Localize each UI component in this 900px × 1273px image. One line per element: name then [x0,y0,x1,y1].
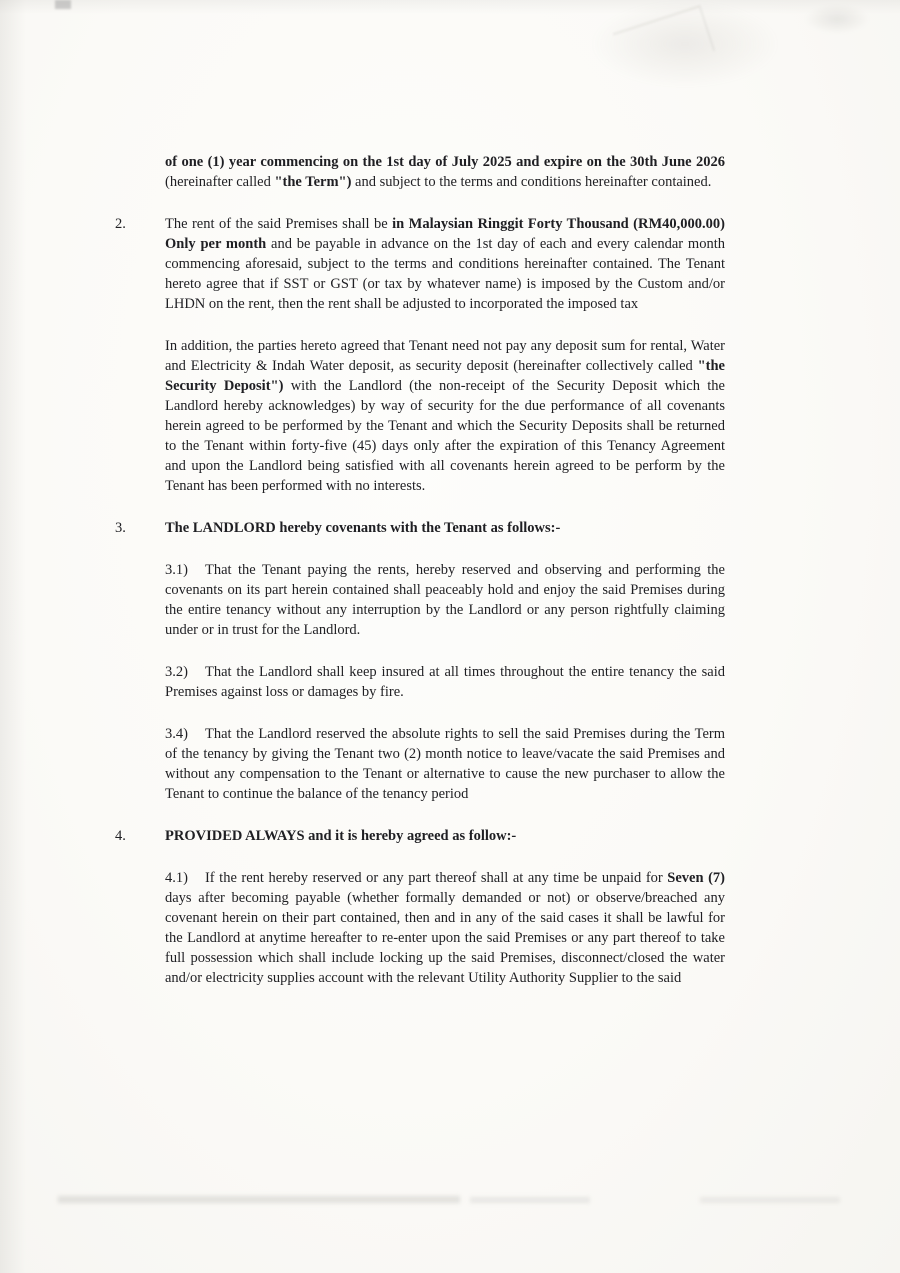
text-segment: of one (1) year commencing on the 1st day of July 2025 and expire on the 30th June 2026 [165,154,725,170]
text-segment: In addition, the parties hereto agreed that Tenant need not pay any deposit sum for rental, Water and Electricity & Indah Water deposit, as security deposit (hereinafter collectively called [165,338,725,374]
text-segment: Seven (7) [667,870,725,886]
clause-3-4 [165,724,725,804]
text-segment: "the Term") [274,174,352,190]
clause-number: 4. [115,828,126,844]
text-segment: That the Tenant paying the rents, hereby reserved and observing and performing the covenants on its part herein contained shall peaceably hold and enjoy the said Premises during the entire tenancy without any interruption by the Landlord or any person rightfully claiming under or in trust for the Landlord. [165,562,725,638]
scan-artifact [590,0,780,88]
scan-artifact [58,1196,460,1203]
clause-2 [115,214,725,314]
scan-edge-shadow [0,0,26,1273]
clause-3-2 [165,662,725,702]
sub-clause-label: 3.2) [165,664,188,680]
sub-clause-label: 3.1) [165,562,188,578]
text-segment: with the Landlord (the non-receipt of the Security Deposit which the Landlord hereby acknowledges) by way of security for the due performance of all covenants herein agreed to be performed by the Tenant and which the Security Deposits shall be returned to the Tenant within forty-five (45) days only after the expiration of this Tenancy Agreement and upon the Landlord being satisfied with all covenants herein agreed to be perform by the Tenant has been performed with no interests. [165,378,725,494]
scan-artifact [804,4,870,34]
text-segment: and subject to the terms and conditions hereinafter contained. [351,174,712,190]
clause-1-continuation [165,152,725,192]
document-body [115,152,725,988]
text-segment: in Malaysian Ringgit Forty Thousand (RM40,000.00) Only per month [165,216,725,252]
sub-clause-label: 4.1) [165,870,188,886]
text-segment: That the Landlord shall keep insured at all times throughout the entire tenancy the said Premises against loss or damages by fire. [165,664,725,700]
sub-clause-label: 3.4) [165,726,188,742]
clause-number: 2. [115,216,126,232]
clause-3-heading [115,518,725,538]
text-segment: "the Security Deposit") [165,358,725,394]
text-segment: PROVIDED ALWAYS and it is hereby agreed as follow:- [165,828,517,844]
clause-number: 3. [115,520,126,536]
text-segment: If the rent hereby reserved or any part thereof shall at any time be unpaid for [204,870,668,886]
scan-edge-shadow [0,0,900,14]
text-segment: That the Landlord reserved the absolute rights to sell the said Premises during the Term of the tenancy by giving the Tenant two (2) month notice to leave/vacate the said Premises and without any compensation to the Tenant or alternative to cause the new purchaser to allow the Tenant to continue the balance of the tenancy period [165,726,725,802]
scan-artifact [55,0,71,9]
scan-artifact [470,1197,590,1203]
clause-4-heading [115,826,725,846]
clause-4-1 [165,868,725,988]
clause-3-1 [165,560,725,640]
scan-artifact [613,5,715,79]
text-segment: The rent of the said Premises shall be [165,216,393,232]
text-segment: and be payable in advance on the 1st day of each and every calendar month commencing aforesaid, subject to the terms and conditions hereinafter contained. The Tenant hereto agree that if SST or GST (or tax by whatever name) is imposed by the Custom and/or LHDN on the rent, then the rent shall be adjusted to incorporated the imposed tax [165,236,725,312]
clause-2-security-deposit-paragraph [165,336,725,496]
text-segment: days after becoming payable (whether formally demanded or not) or observe/breached any covenant herein on their part contained, then and in any of the said cases it shall be lawful for the Landlord at anytime hereafter to re-enter upon the said Premises or any part thereof to take full possession which shall include locking up the said Premises, disconnect/closed the water and/or electricity supplies account with the relevant Utility Authority Supplier to the said [165,890,725,986]
scan-artifact [700,1197,840,1203]
text-segment: The LANDLORD hereby covenants with the Tenant as follows:- [165,520,561,536]
text-segment: (hereinafter called [165,174,275,190]
